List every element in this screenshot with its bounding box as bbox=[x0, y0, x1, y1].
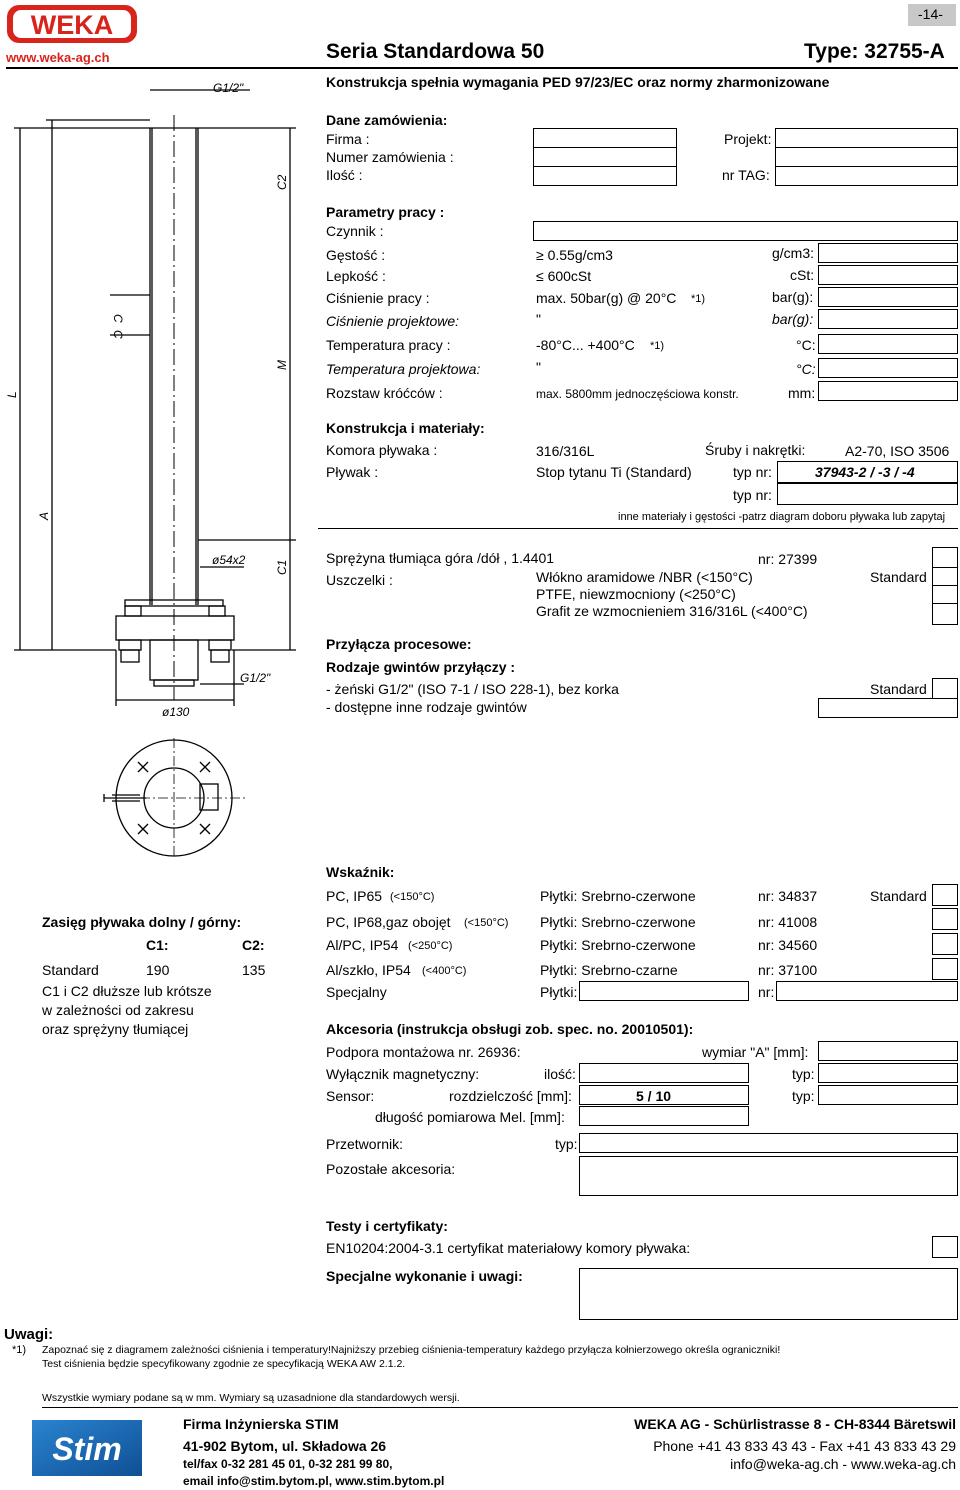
range-note-1: C1 i C2 dłuższe lub krótsze bbox=[42, 983, 212, 999]
subtitle: Konstrukcja spełnia wymagania PED 97/23/EC oraz normy zharmonizowane bbox=[326, 74, 830, 90]
thread-standard-label: Standard bbox=[870, 681, 927, 697]
order-number-input[interactable] bbox=[533, 147, 677, 167]
indicator-checkbox-1[interactable] bbox=[932, 884, 958, 906]
density-input[interactable] bbox=[818, 243, 958, 263]
seal-option-2: PTFE, niewzmocniony (<250°C) bbox=[536, 586, 736, 602]
quantity-label-2: ilość: bbox=[544, 1066, 576, 1082]
range-note-3: oraz sprężyny tłumiącej bbox=[42, 1021, 189, 1037]
quantity-input[interactable] bbox=[533, 166, 677, 186]
svg-text:M: M bbox=[275, 360, 289, 370]
resolution-label: rozdzielczość [mm]: bbox=[449, 1088, 572, 1104]
measuring-length-label: długość pomiarowa Mel. [mm]: bbox=[375, 1109, 565, 1125]
indicator-checkbox-3[interactable] bbox=[932, 933, 958, 955]
svg-text:ø54x2: ø54x2 bbox=[212, 553, 246, 567]
svg-text:G1/2": G1/2" bbox=[213, 81, 244, 95]
certificate-checkbox[interactable] bbox=[932, 1236, 958, 1258]
dimension-a-input[interactable] bbox=[818, 1041, 958, 1061]
svg-text:C: C bbox=[111, 330, 125, 339]
float-type-input-2[interactable] bbox=[777, 483, 958, 505]
sensor-label: Sensor: bbox=[326, 1088, 375, 1104]
indicator-checkbox-4[interactable] bbox=[932, 958, 958, 980]
dimensions-note: Wszystkie wymiary podane są w mm. Wymiary są uzasadnione dla standardowych wersji. bbox=[42, 1392, 460, 1404]
remark-marker: *1) bbox=[12, 1344, 27, 1356]
svg-text:C1: C1 bbox=[275, 559, 289, 575]
remark-line-1: Zapoznać się z diagramem zależności ciśnienia i temperatury!Najniższy przebieg ciśnienia-temperatury każdego przyłącza kołnierzowego określa ograniczniki! bbox=[42, 1344, 781, 1356]
switch-type-input[interactable] bbox=[818, 1063, 958, 1083]
tag-label: nr TAG: bbox=[722, 167, 770, 183]
order-number-label: Numer zamówienia : bbox=[326, 149, 454, 165]
order-title: Dane zamówienia: bbox=[326, 112, 448, 128]
remark-line-2: Test ciśnienia będzie specyfikowany zgodnie ze specyfikacją WEKA AW 2.1.2. bbox=[42, 1358, 406, 1370]
transmitter-type-input[interactable] bbox=[579, 1133, 958, 1153]
svg-text:A: A bbox=[37, 511, 51, 520]
c1-header: C1: bbox=[146, 937, 169, 953]
stim-address: 41-902 Bytom, ul. Składowa 26 bbox=[183, 1438, 387, 1454]
medium-label: Czynnik : bbox=[326, 223, 384, 239]
stim-tel: tel/fax 0-32 281 45 01, 0-32 281 99 80, bbox=[183, 1457, 393, 1471]
spring-label: Sprężyna tłumiąca góra /dół , 1.4401 bbox=[326, 550, 555, 566]
params-title: Parametry pracy : bbox=[326, 204, 445, 220]
tests-title: Testy i certyfikaty: bbox=[326, 1218, 448, 1234]
medium-input[interactable] bbox=[533, 221, 958, 241]
measuring-length-input[interactable] bbox=[579, 1106, 749, 1126]
special-title: Specjalne wykonanie i uwagi: bbox=[326, 1268, 523, 1284]
website[interactable]: www.weka-ag.ch bbox=[6, 50, 110, 65]
design-pressure-input[interactable] bbox=[818, 309, 958, 329]
seal-option-1: Włókno aramidowe /NBR (<150°C) bbox=[536, 569, 753, 585]
thread-checkbox[interactable] bbox=[932, 678, 958, 700]
thread-other-input[interactable] bbox=[818, 698, 958, 718]
type-nr-label-2: typ nr: bbox=[733, 487, 772, 503]
transmitter-type-label: typ: bbox=[555, 1136, 578, 1152]
stim-email[interactable]: email info@stim.bytom.pl, www.stim.bytom.pl bbox=[183, 1474, 445, 1488]
construction-title: Konstrukcja i materiały: bbox=[326, 420, 485, 436]
switch-quantity-input[interactable] bbox=[579, 1063, 749, 1083]
other-accessories-label: Pozostałe akcesoria: bbox=[326, 1161, 456, 1177]
switch-type-label: typ: bbox=[792, 1066, 815, 1082]
indicator-title: Wskaźnik: bbox=[326, 864, 395, 880]
nozzle-distance-input[interactable] bbox=[818, 381, 958, 401]
special-nr-input[interactable] bbox=[776, 981, 958, 1001]
accessories-title: Akcesoria (instrukcja obsługi zob. spec. no. 20010501): bbox=[326, 1021, 694, 1037]
seal-option-3: Grafit ze wzmocnieniem 316/316L (<400°C) bbox=[536, 603, 808, 619]
seals-label: Uszczelki : bbox=[326, 572, 393, 588]
series-title: Seria Standardowa 50 bbox=[326, 40, 545, 63]
connections-title: Przyłącza procesowe: bbox=[326, 636, 472, 652]
weka-phone: Phone +41 43 833 43 43 - Fax +41 43 833 43 29 bbox=[653, 1438, 956, 1454]
special-plates-input[interactable] bbox=[579, 981, 749, 1001]
transmitter-label: Przetwornik: bbox=[326, 1136, 404, 1152]
support-label: Podpora montażowa nr. 26936: bbox=[326, 1044, 521, 1060]
weka-logo bbox=[6, 3, 138, 49]
type-title: Type: 32755-A bbox=[804, 40, 945, 63]
range-note-2: w zależności od zakresu bbox=[42, 1002, 194, 1018]
stim-logo-text: Stim bbox=[52, 1431, 122, 1467]
weka-web[interactable]: info@weka-ag.ch - www.weka-ag.ch bbox=[730, 1456, 956, 1472]
logo-text: WEKA bbox=[30, 10, 114, 40]
range-standard-label: Standard bbox=[42, 962, 99, 978]
company-input[interactable] bbox=[533, 128, 677, 148]
svg-text:G1/2": G1/2" bbox=[240, 671, 271, 685]
stim-logo bbox=[32, 1420, 142, 1476]
resolution-value: 5 / 10 bbox=[636, 1088, 672, 1104]
seal-standard-label: Standard bbox=[870, 569, 927, 585]
remarks-title: Uwagi: bbox=[4, 1326, 54, 1343]
indicator-checkbox-2[interactable] bbox=[932, 908, 958, 930]
project-input-2[interactable] bbox=[775, 147, 958, 167]
c1-value: 190 bbox=[146, 962, 170, 978]
certificate-label: EN10204:2004-3.1 certyfikat materiałowy komory pływaka: bbox=[326, 1240, 691, 1256]
special-remarks-input[interactable] bbox=[579, 1268, 958, 1320]
svg-text:C: C bbox=[111, 314, 125, 323]
svg-text:L: L bbox=[5, 391, 19, 398]
chamber-label: Komora pływaka : bbox=[326, 442, 438, 458]
project-input[interactable] bbox=[775, 128, 958, 148]
type-nr-label: typ nr: bbox=[733, 464, 772, 480]
materials-note: inne materiały i gęstości -patrz diagram doboru pływaka lub zapytaj bbox=[618, 511, 946, 523]
svg-text:ø130: ø130 bbox=[162, 705, 190, 719]
spring-checkbox[interactable] bbox=[932, 547, 958, 569]
viscosity-input[interactable] bbox=[818, 265, 958, 285]
other-accessories-input[interactable] bbox=[579, 1156, 958, 1196]
company-label: Firma : bbox=[326, 131, 370, 147]
spring-nr: nr: 27399 bbox=[758, 551, 818, 567]
seal-checkbox-3[interactable] bbox=[932, 603, 958, 625]
page-number: -14- bbox=[918, 6, 943, 22]
thread-option-2: - dostępne inne rodzaje gwintów bbox=[326, 699, 527, 715]
project-label: Projekt: bbox=[724, 131, 772, 147]
sensor-type-label: typ: bbox=[792, 1088, 815, 1104]
bolts-label: Śruby i nakrętki: bbox=[705, 442, 806, 458]
thread-option-1: - żeński G1/2" (ISO 7-1 / ISO 228-1), bez korka bbox=[326, 681, 619, 697]
dimension-a-label: wymiar "A" [mm]: bbox=[702, 1044, 809, 1060]
float-type-value: 37943-2 / -3 / -4 bbox=[815, 464, 915, 480]
c2-header: C2: bbox=[242, 937, 265, 953]
bolts-value: A2-70, ISO 3506 bbox=[845, 443, 950, 459]
technical-drawing bbox=[0, 68, 310, 858]
weka-address: WEKA AG - Schürlistrasse 8 - CH-8344 Bäretswil bbox=[634, 1416, 956, 1432]
float-value: Stop tytanu Ti (Standard) bbox=[536, 464, 692, 480]
range-title: Zasięg pływaka dolny / górny: bbox=[42, 914, 242, 930]
chamber-value: 316/316L bbox=[536, 443, 595, 459]
c2-value: 135 bbox=[242, 962, 266, 978]
tag-input[interactable] bbox=[775, 166, 958, 186]
sensor-type-input[interactable] bbox=[818, 1085, 958, 1105]
pressure-input[interactable] bbox=[818, 287, 958, 307]
quantity-label: Ilość : bbox=[326, 167, 363, 183]
switch-label: Wyłącznik magnetyczny: bbox=[326, 1066, 480, 1082]
float-label: Pływak : bbox=[326, 464, 379, 480]
thread-types-title: Rodzaje gwintów przyłączy : bbox=[326, 659, 516, 675]
svg-text:C2: C2 bbox=[275, 174, 289, 190]
temperature-input[interactable] bbox=[818, 334, 958, 354]
stim-company: Firma Inżynierska STIM bbox=[183, 1416, 339, 1432]
design-temperature-input[interactable] bbox=[818, 358, 958, 378]
